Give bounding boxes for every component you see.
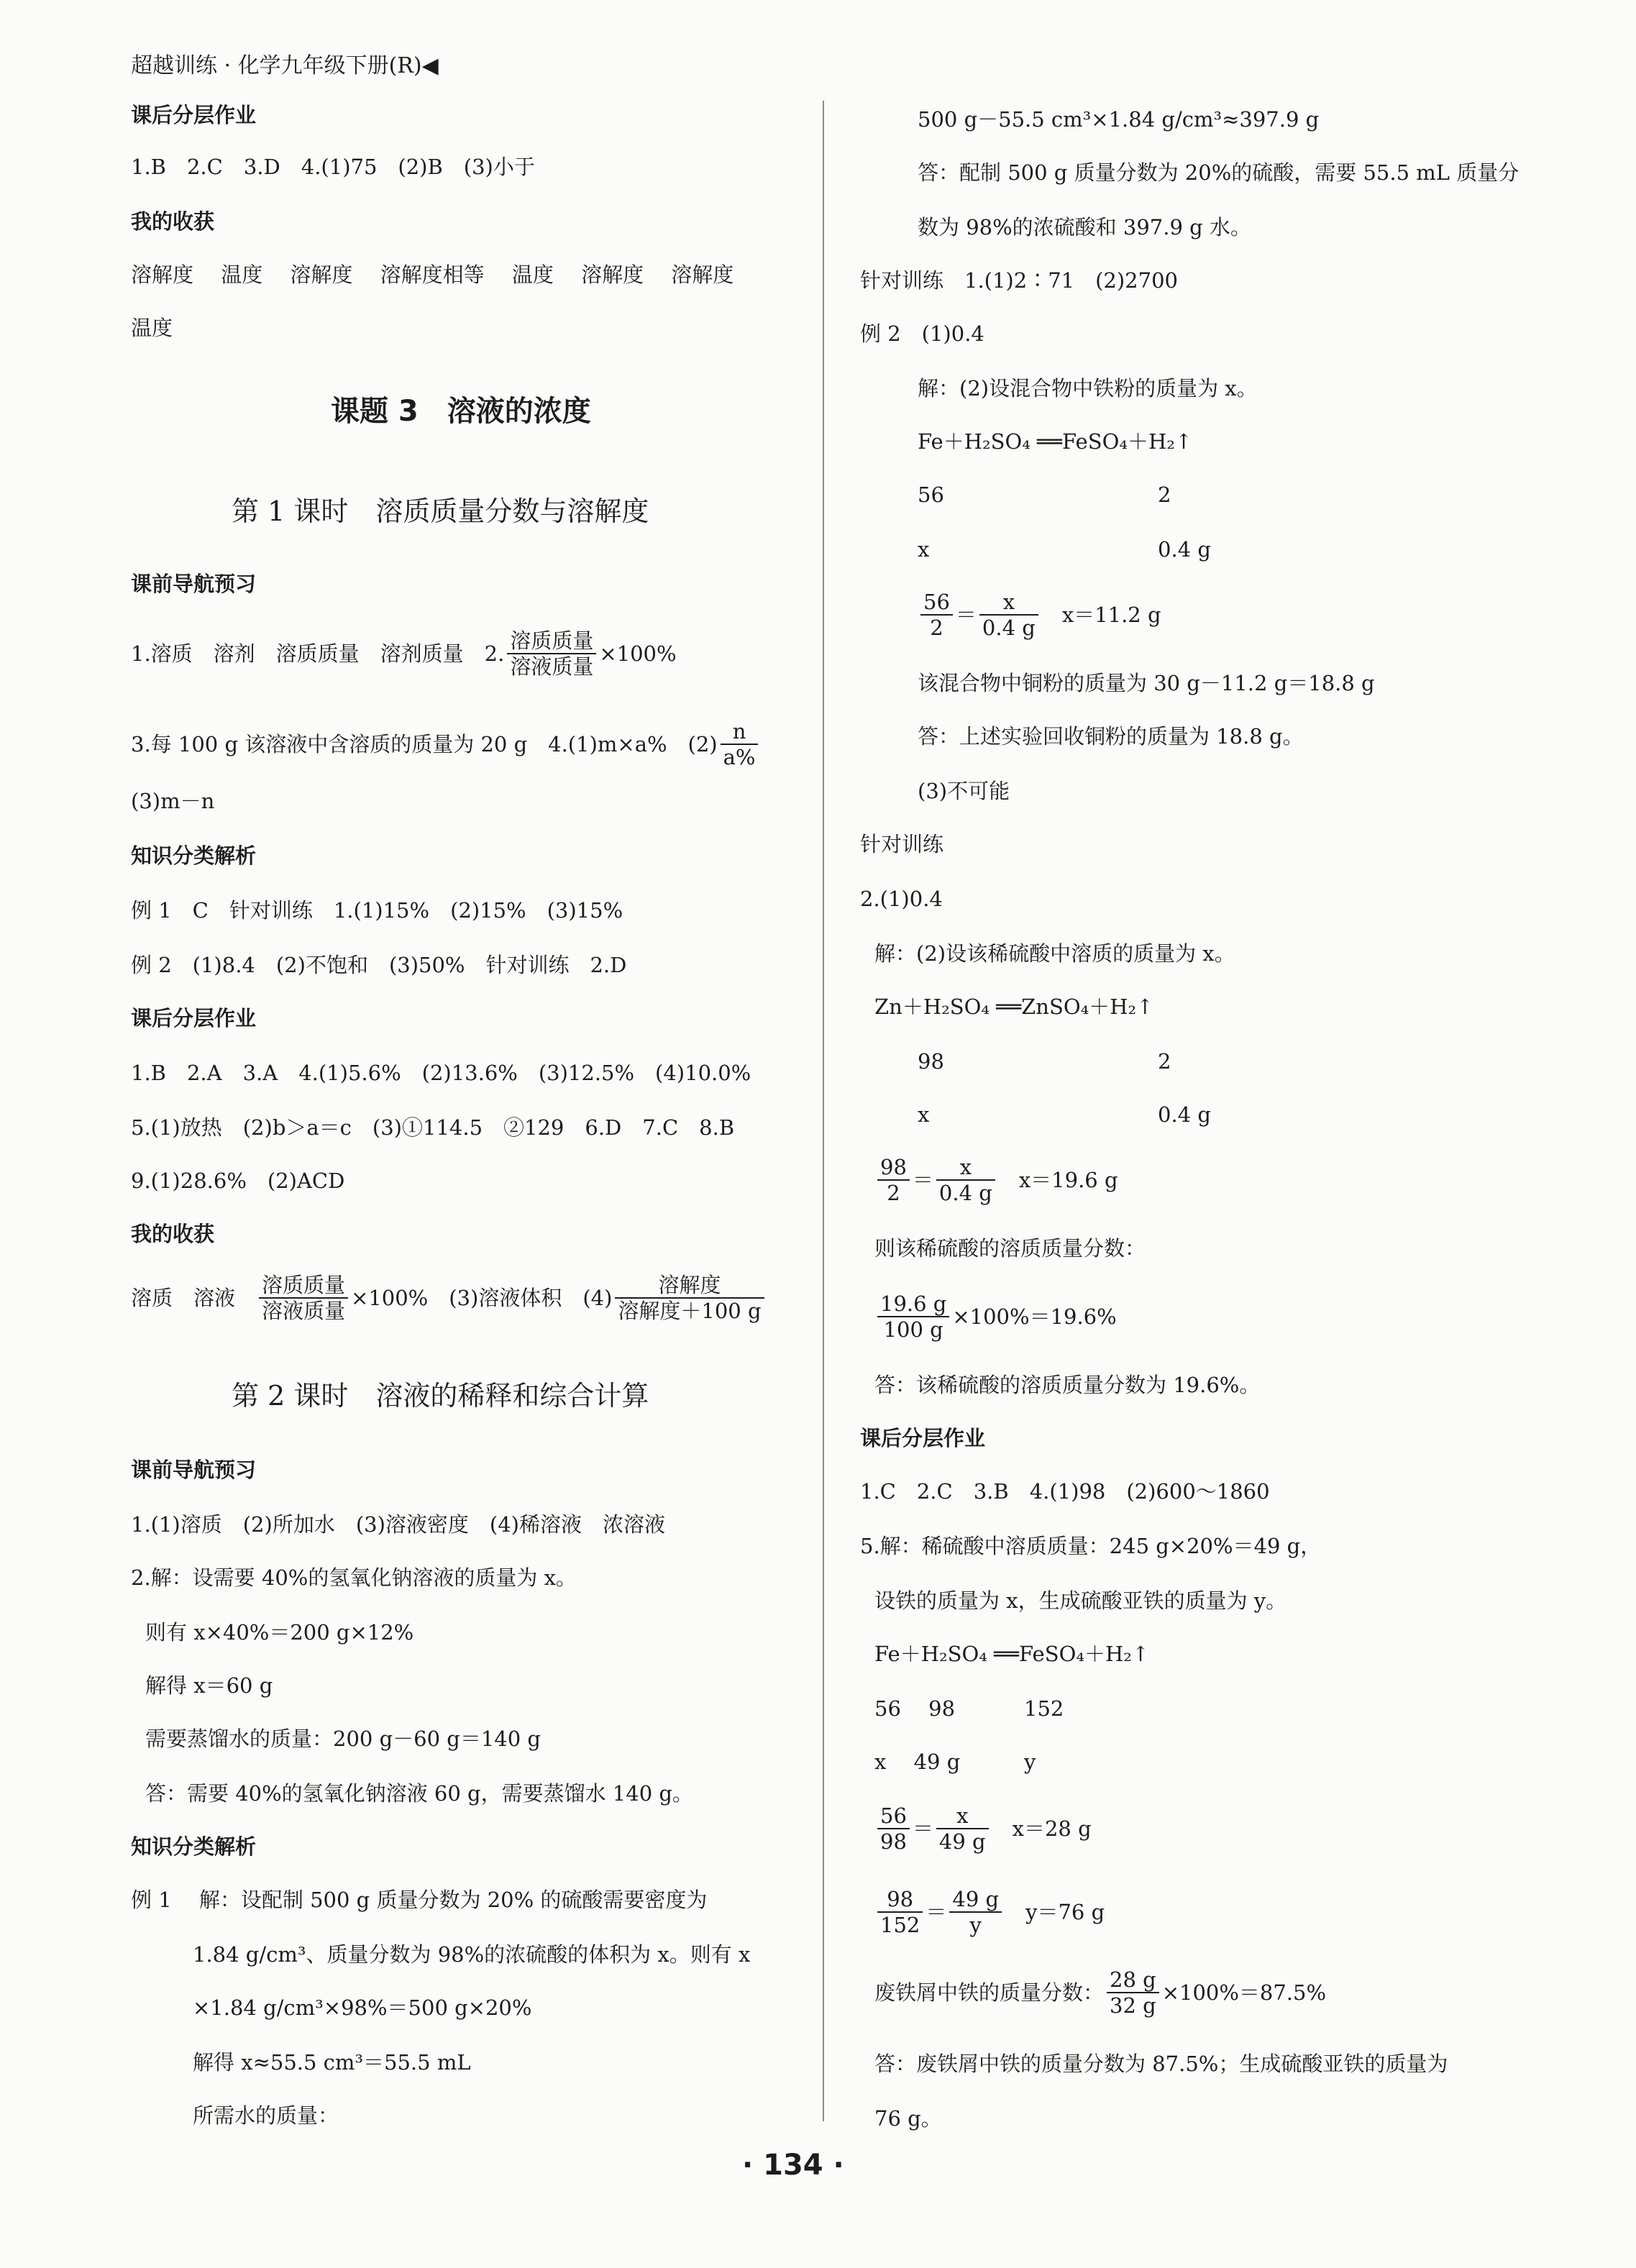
denominator: 0.4 g	[982, 616, 1036, 640]
answer-line: 答：上述实验回收铜粉的质量为 18.8 g。	[918, 724, 1304, 749]
answer-line: 0.4 g	[1158, 537, 1211, 562]
fraction	[936, 1155, 995, 1205]
answer-line: 针对训练	[860, 832, 944, 856]
answer-line: Zn＋H₂SO₄ ══ZnSO₄＋H₂↑	[874, 994, 1154, 1019]
denominator: 溶液质量	[510, 654, 594, 679]
answer-line: 该混合物中铜粉的质量为 30 g－11.2 g＝18.8 g	[918, 671, 1375, 695]
answer-line: x	[918, 537, 930, 562]
section-heading: 课前导航预习	[131, 1458, 257, 1482]
fraction	[507, 628, 596, 679]
formula-line	[874, 1803, 1092, 1854]
period-title: 第 2 课时 溶液的稀释和综合计算	[232, 1380, 649, 1412]
formula-text: ×100% (3)溶液体积 (4)	[351, 1286, 613, 1310]
answer-line: Fe＋H₂SO₄ ══FeSO₄＋H₂↑	[874, 1642, 1150, 1666]
answer-line: 76 g。	[874, 2106, 942, 2131]
answer-line: x 49 g	[874, 1750, 961, 1774]
answer-line: 1.84 g/cm³、质量分数为 98%的浓硫酸的体积为 x。则有 x	[193, 1942, 751, 1967]
answer-line: ×1.84 g/cm³×98%＝500 g×20%	[193, 1995, 532, 2020]
section-heading: 课后分层作业	[860, 1426, 986, 1450]
answer-line: 1.(1)溶质 (2)所加水 (3)溶液密度 (4)稀溶液 浓溶液	[131, 1512, 665, 1537]
denominator: 2	[930, 616, 943, 640]
fraction	[920, 590, 953, 640]
formula-text: 废铁屑中铁的质量分数：	[874, 1980, 1105, 2005]
answer-line: 溶解度 温度 溶解度 溶解度相等 温度 溶解度 溶解度	[131, 262, 734, 287]
answer-line: 1.C 2.C 3.B 4.(1)98 (2)600～1860	[860, 1479, 1270, 1504]
fraction	[877, 1803, 910, 1854]
formula-text: y＝76 g	[1005, 1900, 1105, 1924]
answer-line: 温度	[131, 316, 173, 340]
section-heading: 我的收获	[131, 209, 215, 234]
denominator: 100 g	[883, 1317, 943, 1342]
answer-line: 设铁的质量为 x，生成硫酸亚铁的质量为 y。	[874, 1588, 1287, 1613]
section-heading: 知识分类解析	[131, 1834, 257, 1859]
section-heading: 课前导航预习	[131, 572, 257, 596]
numerator: 溶质质量	[259, 1273, 348, 1299]
numerator: 溶解度	[615, 1273, 764, 1299]
formula-text: ×100%	[599, 641, 677, 666]
answer-line: 5.(1)放热 (2)b＞a＝c (3)①114.5 ②129 6.D 7.C 8.B	[131, 1115, 735, 1140]
answer-line: x	[918, 1102, 930, 1127]
answer-line: 例 1 解：设配制 500 g 质量分数为 20% 的硫酸需要密度为	[131, 1888, 708, 1912]
numerator: 溶质质量	[507, 628, 596, 654]
formula-text: ×100%＝87.5%	[1161, 1980, 1327, 2005]
page-number: · 134 ·	[742, 2149, 844, 2182]
answer-line: 2	[1158, 483, 1171, 507]
answer-line: 500 g－55.5 cm³×1.84 g/cm³≈397.9 g	[918, 107, 1320, 132]
formula-text: 1.溶质 溶剂 溶质质量 溶剂质量 2.	[131, 641, 505, 666]
formula-text: ＝	[912, 1168, 933, 1192]
answer-line: 答：废铁屑中铁的质量分数为 87.5%；生成硫酸亚铁的质量为	[874, 2052, 1448, 2076]
fraction	[1107, 1967, 1159, 2018]
formula-text: x＝19.6 g	[997, 1168, 1118, 1192]
answer-line: 56	[918, 483, 944, 507]
fraction	[936, 1803, 989, 1854]
fraction	[877, 1887, 923, 1937]
section-heading: 我的收获	[131, 1222, 215, 1246]
numerator: 56	[920, 590, 953, 616]
answer-line: y	[1024, 1750, 1036, 1774]
fraction	[949, 1887, 1002, 1937]
answer-line: 0.4 g	[1158, 1102, 1211, 1127]
period-title: 第 1 课时 溶质质量分数与溶解度	[232, 495, 649, 527]
answer-line: 56 98	[874, 1696, 956, 1721]
numerator: 19.6 g	[877, 1291, 949, 1317]
formula-text: 溶质 溶液	[131, 1286, 257, 1310]
formula-line	[131, 628, 677, 679]
numerator: x	[936, 1155, 995, 1181]
answer-line: 98	[918, 1049, 944, 1074]
answer-line: 2	[1158, 1049, 1171, 1074]
denominator: 2	[887, 1181, 900, 1205]
fraction	[615, 1273, 764, 1323]
fraction	[877, 1155, 910, 1205]
answer-line: 5.解：稀硫酸中溶质质量：245 g×20%＝49 g，	[860, 1534, 1322, 1558]
answer-line: 需要蒸馏水的质量：200 g－60 g＝140 g	[145, 1727, 541, 1751]
answer-line: 2.解：设需要 40%的氢氧化钠溶液的质量为 x。	[131, 1565, 577, 1590]
running-header: 超越训练 · 化学九年级下册(R)◀	[131, 53, 439, 78]
numerator: x	[979, 590, 1038, 616]
answer-line: 例 1 C 针对训练 1.(1)15% (2)15% (3)15%	[131, 898, 623, 923]
formula-text: x＝11.2 g	[1041, 603, 1161, 627]
answer-line: 2.(1)0.4	[860, 887, 943, 911]
section-heading: 课后分层作业	[131, 1006, 257, 1030]
answer-line: 所需水的质量：	[193, 2103, 339, 2128]
formula-line	[918, 590, 1161, 640]
denominator: 溶液质量	[262, 1299, 346, 1323]
denominator: 溶解度＋100 g	[618, 1299, 762, 1323]
answer-line: 解：(2)设该稀硫酸中溶质的质量为 x。	[874, 941, 1235, 966]
denominator: a%	[723, 745, 756, 769]
formula-line	[131, 1273, 767, 1323]
answer-line: 答：配制 500 g 质量分数为 20%的硫酸，需要 55.5 mL 质量分	[918, 160, 1520, 185]
answer-line: 152	[1024, 1696, 1064, 1721]
formula-line	[874, 1967, 1326, 2018]
formula-text: ＝	[955, 603, 977, 627]
answer-line: 解得 x＝60 g	[145, 1673, 273, 1698]
numerator: 28 g	[1107, 1967, 1159, 1993]
numerator: 98	[877, 1887, 923, 1913]
fraction	[721, 719, 759, 769]
column-divider	[823, 101, 824, 2121]
answer-line: 9.(1)28.6% (2)ACD	[131, 1169, 345, 1193]
denominator: y	[969, 1913, 982, 1937]
formula-line	[131, 719, 761, 769]
answer-line: (3)不可能	[918, 779, 1010, 803]
lesson-title: 课题 3 溶液的浓度	[331, 395, 591, 428]
denominator: 98	[880, 1829, 907, 1854]
answer-line: 则该稀硫酸的溶质质量分数：	[874, 1236, 1146, 1261]
denominator: 32 g	[1110, 1993, 1156, 2018]
answer-line: 数为 98%的浓硫酸和 397.9 g 水。	[918, 215, 1251, 239]
formula-line	[874, 1887, 1105, 1937]
numerator: 49 g	[949, 1887, 1002, 1913]
denominator: 49 g	[938, 1829, 986, 1854]
denominator: 152	[880, 1913, 920, 1937]
numerator: 56	[877, 1803, 910, 1829]
formula-line	[874, 1155, 1118, 1205]
answer-line: Fe＋H₂SO₄ ══FeSO₄＋H₂↑	[918, 429, 1193, 454]
numerator: 98	[877, 1155, 910, 1181]
answer-line: 答：需要 40%的氢氧化钠溶液 60 g，需要蒸馏水 140 g。	[145, 1781, 693, 1806]
denominator: 0.4 g	[938, 1181, 992, 1205]
answer-line: 解：(2)设混合物中铁粉的质量为 x。	[918, 376, 1258, 401]
formula-text: 3.每 100 g 该溶液中含溶质的质量为 20 g 4.(1)m×a% (2)	[131, 732, 718, 756]
formula-text: x＝28 g	[991, 1816, 1092, 1841]
numerator: x	[936, 1803, 989, 1829]
answer-line: 答：该稀硫酸的溶质质量分数为 19.6%。	[874, 1373, 1261, 1397]
answer-line: 例 2 (1)0.4	[860, 321, 984, 346]
answer-line: (3)m－n	[131, 789, 215, 813]
formula-text: ＝	[912, 1816, 933, 1841]
answer-line: 1.B 2.A 3.A 4.(1)5.6% (2)13.6% (3)12.5% (4)10.0%	[131, 1061, 751, 1085]
fraction	[877, 1291, 949, 1342]
formula-text: ×100%＝19.6%	[952, 1304, 1117, 1329]
formula-text: ＝	[926, 1900, 947, 1924]
answer-line: 1.B 2.C 3.D 4.(1)75 (2)B (3)小于	[131, 155, 535, 179]
numerator: n	[721, 719, 759, 745]
fraction	[259, 1273, 348, 1323]
fraction	[979, 590, 1038, 640]
section-heading: 课后分层作业	[131, 103, 257, 127]
answer-line: 则有 x×40%＝200 g×12%	[145, 1620, 414, 1645]
section-heading: 知识分类解析	[131, 843, 257, 868]
answer-line: 解得 x≈55.5 cm³＝55.5 mL	[193, 2050, 471, 2075]
answer-line: 针对训练 1.(1)2∶71 (2)2700	[860, 268, 1178, 293]
formula-line	[874, 1291, 1117, 1342]
answer-line: 例 2 (1)8.4 (2)不饱和 (3)50% 针对训练 2.D	[131, 953, 627, 977]
